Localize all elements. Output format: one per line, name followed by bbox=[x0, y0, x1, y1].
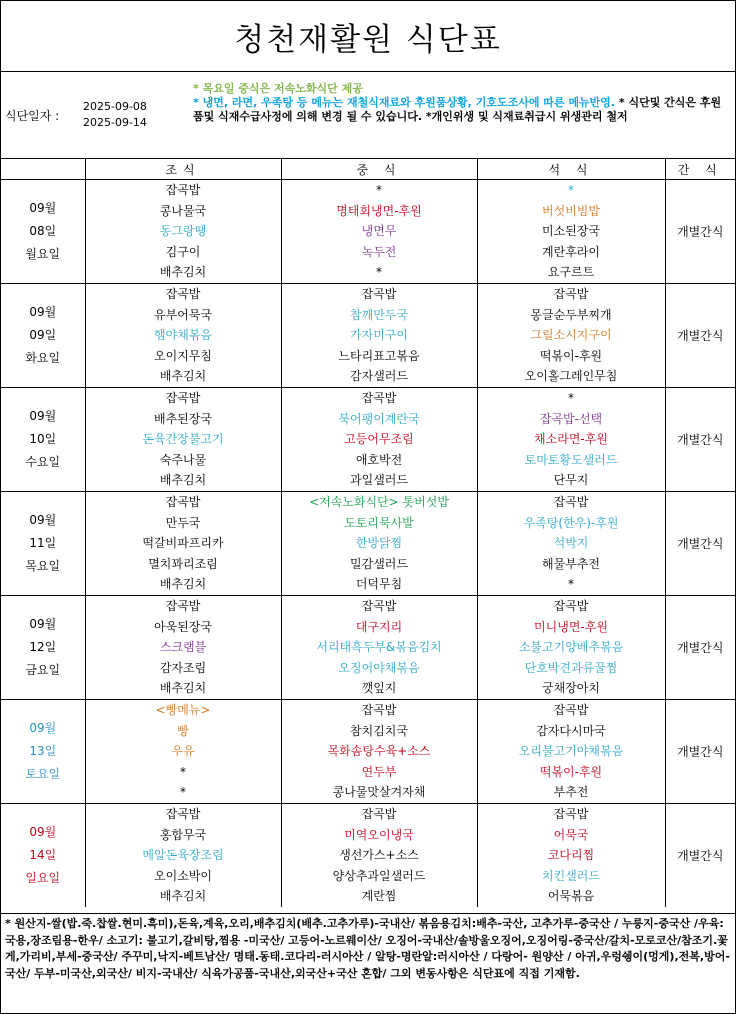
menu-item: 어묵볶음 bbox=[547, 889, 595, 904]
menu-item: 우유 bbox=[171, 744, 195, 759]
menu-item: 미소된장국 bbox=[542, 224, 600, 239]
menu-item: 소불고기양배추볶음 bbox=[518, 640, 624, 655]
date-month: 09월 bbox=[29, 824, 57, 839]
menu-item: 요구르트 bbox=[547, 265, 595, 280]
header-row bbox=[1, 159, 735, 180]
menu-item: 배추김치 bbox=[159, 681, 207, 696]
menu-item: 콩나물국 bbox=[159, 203, 207, 218]
menu-item: 생선가스+소스 bbox=[339, 848, 419, 863]
days-body bbox=[1, 180, 735, 907]
date-to: 2025-09-14 bbox=[83, 116, 147, 129]
day-date bbox=[1, 180, 85, 284]
day-row bbox=[1, 804, 735, 907]
date-day: 09일 bbox=[29, 328, 57, 342]
menu-item: 밀감샐러드 bbox=[350, 556, 408, 571]
menu-item: 배추김치 bbox=[159, 889, 207, 904]
date-weekday: 수요일 bbox=[25, 455, 61, 469]
day-row bbox=[1, 700, 735, 804]
menu-item: 한방닭찜 bbox=[355, 536, 403, 551]
menu-item: 잡곡밥 bbox=[361, 599, 397, 613]
date-day: 13일 bbox=[29, 744, 57, 758]
menu-item: 더덕무침 bbox=[355, 577, 403, 592]
day-date bbox=[1, 596, 85, 700]
snack-cell: 개별간식 bbox=[665, 700, 735, 804]
breakfast-cell bbox=[85, 804, 281, 907]
menu-item: 잡곡밥 bbox=[165, 391, 201, 405]
menu-item: 떡볶이-후원 bbox=[539, 348, 603, 363]
date-month: 09월 bbox=[29, 721, 57, 735]
menu-item: * bbox=[568, 183, 574, 197]
date-day: 12일 bbox=[29, 640, 57, 654]
menu-item: 미역오이냉국 bbox=[344, 827, 414, 842]
day-date bbox=[1, 388, 85, 492]
notice-3: * 식단및 간식은 후원품및 식재수급사정에 의해 변경 될 수 있습니다. *개인위생 및 식재료취급시 위생관리 철저 bbox=[193, 96, 722, 123]
breakfast-cell bbox=[85, 492, 281, 596]
date-day: 11일 bbox=[29, 536, 57, 550]
menu-item: 계란찜 bbox=[361, 889, 397, 904]
menu-item: 배추김치 bbox=[159, 473, 207, 488]
menu-item: 서리태흑두부&볶음김치 bbox=[316, 640, 442, 655]
menu-item: 잡곡밥 bbox=[165, 599, 201, 613]
date-day: 08일 bbox=[29, 224, 57, 238]
menu-item: 오이소박이 bbox=[154, 868, 212, 883]
menu-item: 배추김치 bbox=[159, 577, 207, 592]
menu-item: 배추김치 bbox=[159, 369, 207, 384]
header-dinner: 석 식 bbox=[477, 159, 665, 180]
menu-item: 동그랑땡 bbox=[159, 224, 207, 239]
menu-item: 잡곡밥 bbox=[361, 703, 397, 717]
menu-item: 과일샐러드 bbox=[350, 473, 408, 488]
menu-item: 잡곡밥 bbox=[361, 807, 397, 821]
dinner-cell bbox=[477, 700, 665, 804]
menu-item: <저속노화식단> 톳버섯밥 bbox=[309, 495, 449, 509]
lunch-cell bbox=[281, 700, 477, 804]
menu-item: 잡곡밥 bbox=[553, 807, 589, 821]
menu-item: 잡곡밥 bbox=[553, 495, 589, 509]
snack-cell: 개별간식 bbox=[665, 180, 735, 284]
menu-item: 잡곡밥 bbox=[553, 599, 589, 613]
menu-item: * bbox=[180, 764, 186, 779]
menu-item: 도토리묵사발 bbox=[344, 515, 414, 530]
menu-item: 멸치꽈리조림 bbox=[148, 556, 218, 571]
date-weekday: 월요일 bbox=[25, 247, 61, 261]
menu-item: 빵 bbox=[177, 723, 189, 738]
page-title: 청천재활원 식단표 bbox=[1, 1, 735, 72]
snack-cell: 개별간식 bbox=[665, 388, 735, 492]
menu-item: 치킨샐러드 bbox=[542, 868, 600, 883]
menu-item: <빵메뉴> bbox=[155, 703, 211, 717]
day-date bbox=[1, 804, 85, 907]
menu-item: 고등어무조림 bbox=[344, 432, 414, 447]
menu-item: 코다리찜 bbox=[547, 848, 595, 863]
lunch-cell bbox=[281, 492, 477, 596]
date-weekday: 금요일 bbox=[25, 663, 61, 677]
menu-item: 녹두전 bbox=[361, 244, 397, 259]
menu-item: 오리불고기야채볶음 bbox=[518, 744, 624, 759]
day-date bbox=[1, 284, 85, 388]
menu-item: * bbox=[568, 577, 574, 592]
date-weekday: 토요일 bbox=[25, 767, 61, 781]
menu-item: 떡갈비파프리카 bbox=[142, 536, 224, 551]
menu-item: 양상추과일샐러드 bbox=[332, 868, 426, 883]
menu-item: 채소라면-후원 bbox=[534, 432, 608, 447]
menu-item: * bbox=[180, 785, 186, 800]
menu-item: 가자미구이 bbox=[350, 328, 408, 343]
day-row bbox=[1, 388, 735, 492]
menu-item: 냉면무 bbox=[361, 224, 397, 239]
breakfast-cell bbox=[85, 700, 281, 804]
snack-cell: 개별간식 bbox=[665, 596, 735, 700]
lunch-cell bbox=[281, 388, 477, 492]
date-day: 10일 bbox=[29, 432, 57, 446]
menu-item: 감자조림 bbox=[159, 660, 207, 675]
menu-item: 오이지무침 bbox=[154, 348, 212, 363]
menu-item: 참치김치국 bbox=[350, 723, 408, 738]
day-row bbox=[1, 180, 735, 284]
menu-item: 스크램블 bbox=[159, 640, 207, 655]
date-from: 2025-09-08 bbox=[83, 100, 147, 113]
date-range bbox=[83, 72, 191, 158]
menu-item: 돈육간장불고기 bbox=[142, 432, 224, 447]
menu-item: 잡곡밥 bbox=[553, 703, 589, 717]
notice-text bbox=[191, 72, 735, 158]
menu-item: 단호박견과류꿀찜 bbox=[524, 660, 618, 675]
date-month: 09월 bbox=[29, 305, 57, 319]
menu-item: 햄야채볶음 bbox=[154, 328, 212, 343]
dinner-cell bbox=[477, 804, 665, 907]
dinner-cell bbox=[477, 180, 665, 284]
menu-item: 감자다시마국 bbox=[536, 723, 606, 738]
lunch-cell bbox=[281, 180, 477, 284]
menu-item: 명태회냉면-후원 bbox=[336, 203, 422, 218]
menu-item: 토마토황도샐러드 bbox=[524, 452, 618, 467]
menu-item: 깻잎지 bbox=[361, 681, 397, 696]
menu-item: 숙주나물 bbox=[159, 452, 207, 467]
menu-item: 어묵국 bbox=[553, 827, 589, 842]
origin-notice: * 원산지-쌀(밥.죽.찹쌀.현미.흑미),돈육,계육,오리,배추김치(배추.고추가루)-국내산/ 볶음용김치:배추-국산, 고추가루-중국산 / 누룽지-중국산 /우육:국용,장조림용-한우/ 소고기: 불고기,갈비탕,찜용 -미국산/ 고등어-노르웨이산/ 오징어-국내산/솔방울오징어,오징어링-중국산/갈치-모로코산/참조기.꽃게,가리비,부세-중국산/ 주꾸미,낙지-베트남산/ 명태.동태.코다리-러시아산 / 알탕-명란알:러시아산 / 다랑어- 원양산 / 아귀,우렁쉥이(멍게),전복,방어-국산/ 두부-미국산,외국산/ 비지-국내산/ 식육가공품-국내산,외국산+국산 혼합/ 그외 변동사항은 식단표에 직접 기재함. bbox=[1, 913, 735, 1012]
header-date bbox=[1, 159, 85, 180]
breakfast-cell bbox=[85, 388, 281, 492]
date-label: 식단일자 : bbox=[5, 108, 60, 123]
dinner-cell bbox=[477, 492, 665, 596]
day-row bbox=[1, 596, 735, 700]
menu-item: 오징어야채볶음 bbox=[338, 660, 420, 675]
date-weekday: 일요일 bbox=[25, 870, 61, 885]
menu-item: 떡볶이-후원 bbox=[539, 764, 603, 779]
date-weekday: 화요일 bbox=[25, 351, 61, 365]
menu-item: 콩나물맛살겨자채 bbox=[332, 785, 426, 800]
menu-item: 잡곡밥-선택 bbox=[539, 411, 603, 426]
menu-item: 해물부추전 bbox=[542, 556, 600, 571]
snack-cell: 개별간식 bbox=[677, 848, 724, 863]
menu-item: 만두국 bbox=[165, 515, 201, 530]
menu-item: 단무지 bbox=[553, 473, 589, 488]
menu-item: 연두부 bbox=[361, 764, 397, 779]
menu-item: 애호박전 bbox=[355, 452, 403, 467]
menu-item: 잡곡밥 bbox=[165, 287, 201, 301]
breakfast-cell bbox=[85, 284, 281, 388]
menu-item: 잡곡밥 bbox=[165, 495, 201, 509]
lunch-cell bbox=[281, 804, 477, 907]
header-lunch: 중 식 bbox=[281, 159, 477, 180]
menu-item: 궁채장아치 bbox=[542, 681, 600, 696]
menu-item: 석박지 bbox=[553, 536, 589, 551]
menu-item: 참깨만두국 bbox=[350, 307, 408, 322]
snack-cell: 개별간식 bbox=[665, 284, 735, 388]
menu-item: 잡곡밥 bbox=[165, 183, 201, 197]
menu-table bbox=[1, 159, 735, 907]
lunch-cell bbox=[281, 596, 477, 700]
date-weekday: 목요일 bbox=[25, 559, 61, 573]
menu-item: 메알돈육장조림 bbox=[142, 848, 224, 863]
snack-cell: 개별간식 bbox=[665, 492, 735, 596]
dinner-cell bbox=[477, 284, 665, 388]
menu-item: 유부어묵국 bbox=[154, 307, 212, 322]
day-row bbox=[1, 492, 735, 596]
menu-item: * bbox=[376, 265, 382, 280]
date-day: 14일 bbox=[29, 847, 57, 862]
dinner-cell bbox=[477, 596, 665, 700]
lunch-cell bbox=[281, 284, 477, 388]
menu-item: 잡곡밥 bbox=[361, 391, 397, 405]
menu-item: * bbox=[568, 391, 574, 405]
menu-item: 오이홀그레인무침 bbox=[524, 369, 618, 384]
menu-item: * bbox=[376, 183, 382, 197]
menu-item: 북어팽이계란국 bbox=[338, 411, 420, 426]
menu-item: 몽글순두부찌개 bbox=[530, 307, 612, 322]
menu-item: 잡곡밥 bbox=[165, 807, 201, 821]
date-month: 09월 bbox=[29, 409, 57, 423]
menu-item: 목화솜탕수육+소스 bbox=[327, 744, 431, 759]
menu-item: 부추전 bbox=[553, 785, 589, 800]
menu-item: 느타리표고볶음 bbox=[338, 348, 420, 363]
menu-item: 대구지리 bbox=[355, 619, 403, 634]
dinner-cell bbox=[477, 388, 665, 492]
header-breakfast: 조식 bbox=[85, 159, 281, 180]
menu-item: 계란후라이 bbox=[542, 244, 600, 259]
header-snack: 간 식 bbox=[665, 159, 735, 180]
day-date bbox=[1, 700, 85, 804]
menu-item: 미니냉면-후원 bbox=[534, 619, 608, 634]
breakfast-cell bbox=[85, 596, 281, 700]
menu-item: 우족탕(한우)-후원 bbox=[523, 515, 619, 530]
breakfast-cell bbox=[85, 180, 281, 284]
date-month: 09월 bbox=[29, 201, 57, 215]
menu-item: 김구이 bbox=[165, 244, 201, 259]
notice-2: * 냉면, 라면, 우족탕 등 메뉴는 재철식재료와 후원품상황, 기호도조사에 따른 메뉴반영. bbox=[193, 96, 619, 109]
menu-item: 잡곡밥 bbox=[553, 287, 589, 301]
menu-item: 아욱된장국 bbox=[154, 619, 212, 634]
menu-item: 배추김치 bbox=[159, 265, 207, 280]
menu-item: 그릴소시지구이 bbox=[530, 328, 612, 343]
day-row bbox=[1, 284, 735, 388]
info-section bbox=[1, 72, 735, 159]
date-month: 09월 bbox=[29, 513, 57, 527]
notice-1: * 목요일 중식은 저속노화식단 제공 bbox=[193, 82, 363, 95]
menu-item: 잡곡밥 bbox=[361, 287, 397, 301]
menu-item: 감자샐러드 bbox=[350, 369, 408, 384]
date-month: 09월 bbox=[29, 617, 57, 631]
day-date bbox=[1, 492, 85, 596]
menu-item: 홍합무국 bbox=[159, 827, 207, 842]
menu-item: 배추된장국 bbox=[154, 411, 212, 426]
menu-item: 버섯비빔밥 bbox=[542, 203, 600, 218]
